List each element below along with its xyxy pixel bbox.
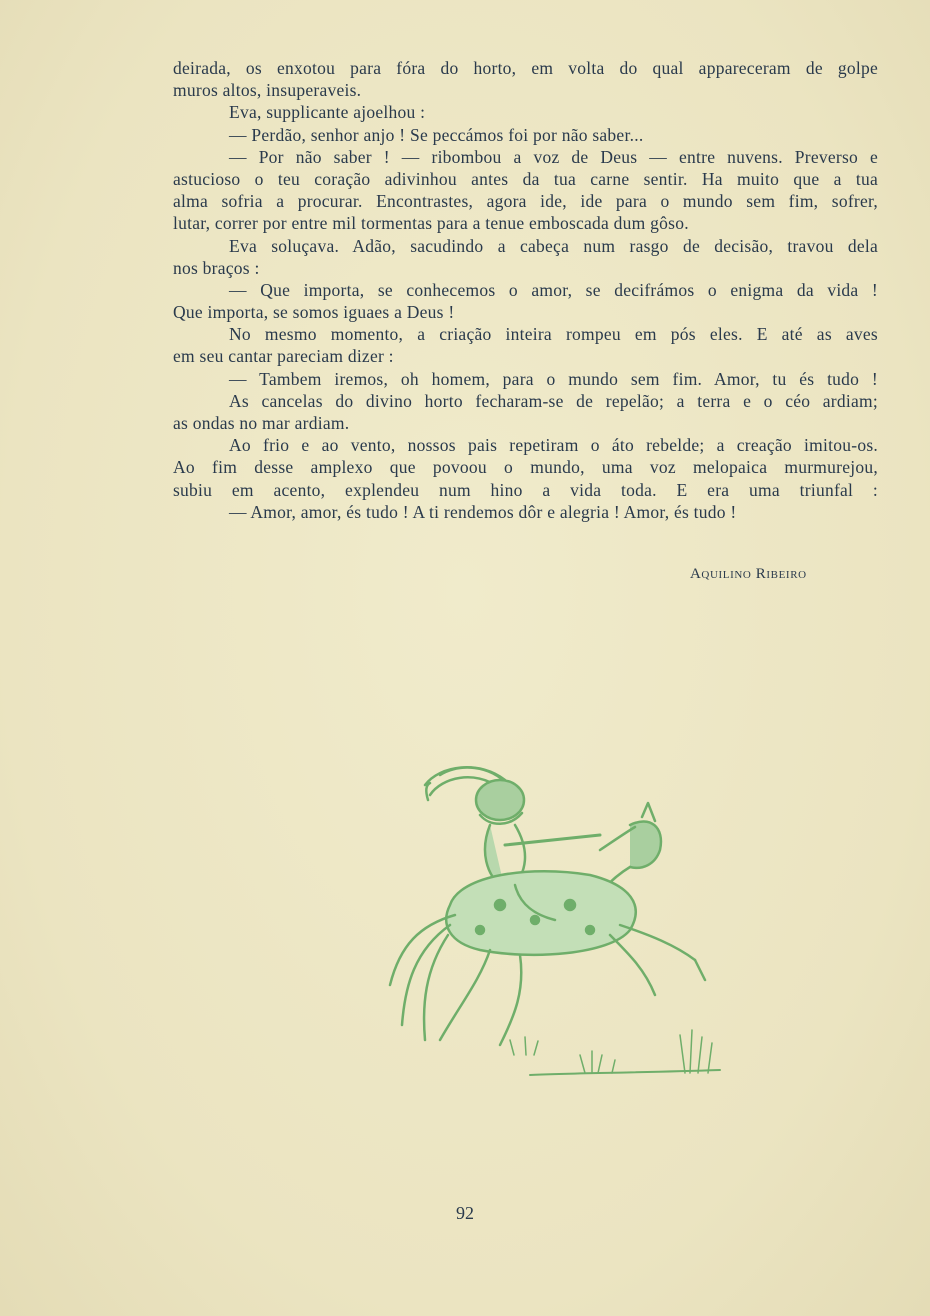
text-line: nos braços :	[173, 257, 260, 278]
body-text	[173, 57, 878, 523]
text-line: lutar, correr por entre mil tormentas para a tenue emboscada dum gôso.	[173, 213, 689, 234]
text-line: — Tambem iremos, oh homem, para o mundo sem fim. Amor, tu és tudo !	[229, 368, 878, 389]
text-line: em seu cantar pareciam dizer :	[173, 346, 394, 367]
text-line: astucioso o teu coração adivinhou antes da tua carne sentir. Ha muito que a tua	[173, 168, 878, 189]
text-line: as ondas no mar ardiam.	[173, 413, 350, 433]
text-line: subiu em acento, explendeu num hino a vida toda. E era uma triunfal :	[173, 479, 878, 500]
author-signature: Aquilino Ribeiro	[690, 566, 807, 582]
text-line: — Amor, amor, és tudo ! A ti rendemos dôr e alegria ! Amor, és tudo !	[229, 501, 737, 522]
text-line: alma sofria a procurar. Encontrastes, agora ide, ide para o mundo sem fim, sofrer,	[173, 191, 878, 212]
page-number: 92	[456, 1203, 474, 1223]
text-line: As cancelas do divino horto fecharam-se de repelão; a terra e o céo ardiam;	[229, 390, 878, 411]
text-line: — Que importa, se conhecemos o amor, se decifrámos o enigma da vida !	[229, 279, 878, 300]
text-line: Ao fim desse amplexo que povoou o mundo, uma voz melopaica murmurejou,	[173, 457, 878, 478]
text-line: deirada, os enxotou para fóra do horto, em volta do qual appareceram de golpe	[173, 58, 878, 78]
text-line: Ao frio e ao vento, nossos pais repetiram o áto rebelde; a creação imitou-os.	[229, 435, 878, 456]
text-line: muros altos, insuperaveis.	[173, 80, 362, 101]
text-line: No mesmo momento, a criação inteira rompeu em pós eles. E até as aves	[229, 324, 878, 345]
text-line: Eva, supplicante ajoelhou :	[229, 102, 426, 123]
text-line: Que importa, se somos iguaes a Deus !	[173, 302, 455, 323]
text-line: — Perdão, senhor anjo ! Se peccámos foi por não saber...	[229, 124, 644, 145]
horse-rider-illustration	[330, 755, 730, 1100]
text-line: Eva soluçava. Adão, sacudindo a cabeça num rasgo de decisão, travou dela	[229, 235, 878, 256]
text-line: — Por não saber ! — ribombou a voz de Deus — entre nuvens. Preverso e	[229, 146, 878, 167]
